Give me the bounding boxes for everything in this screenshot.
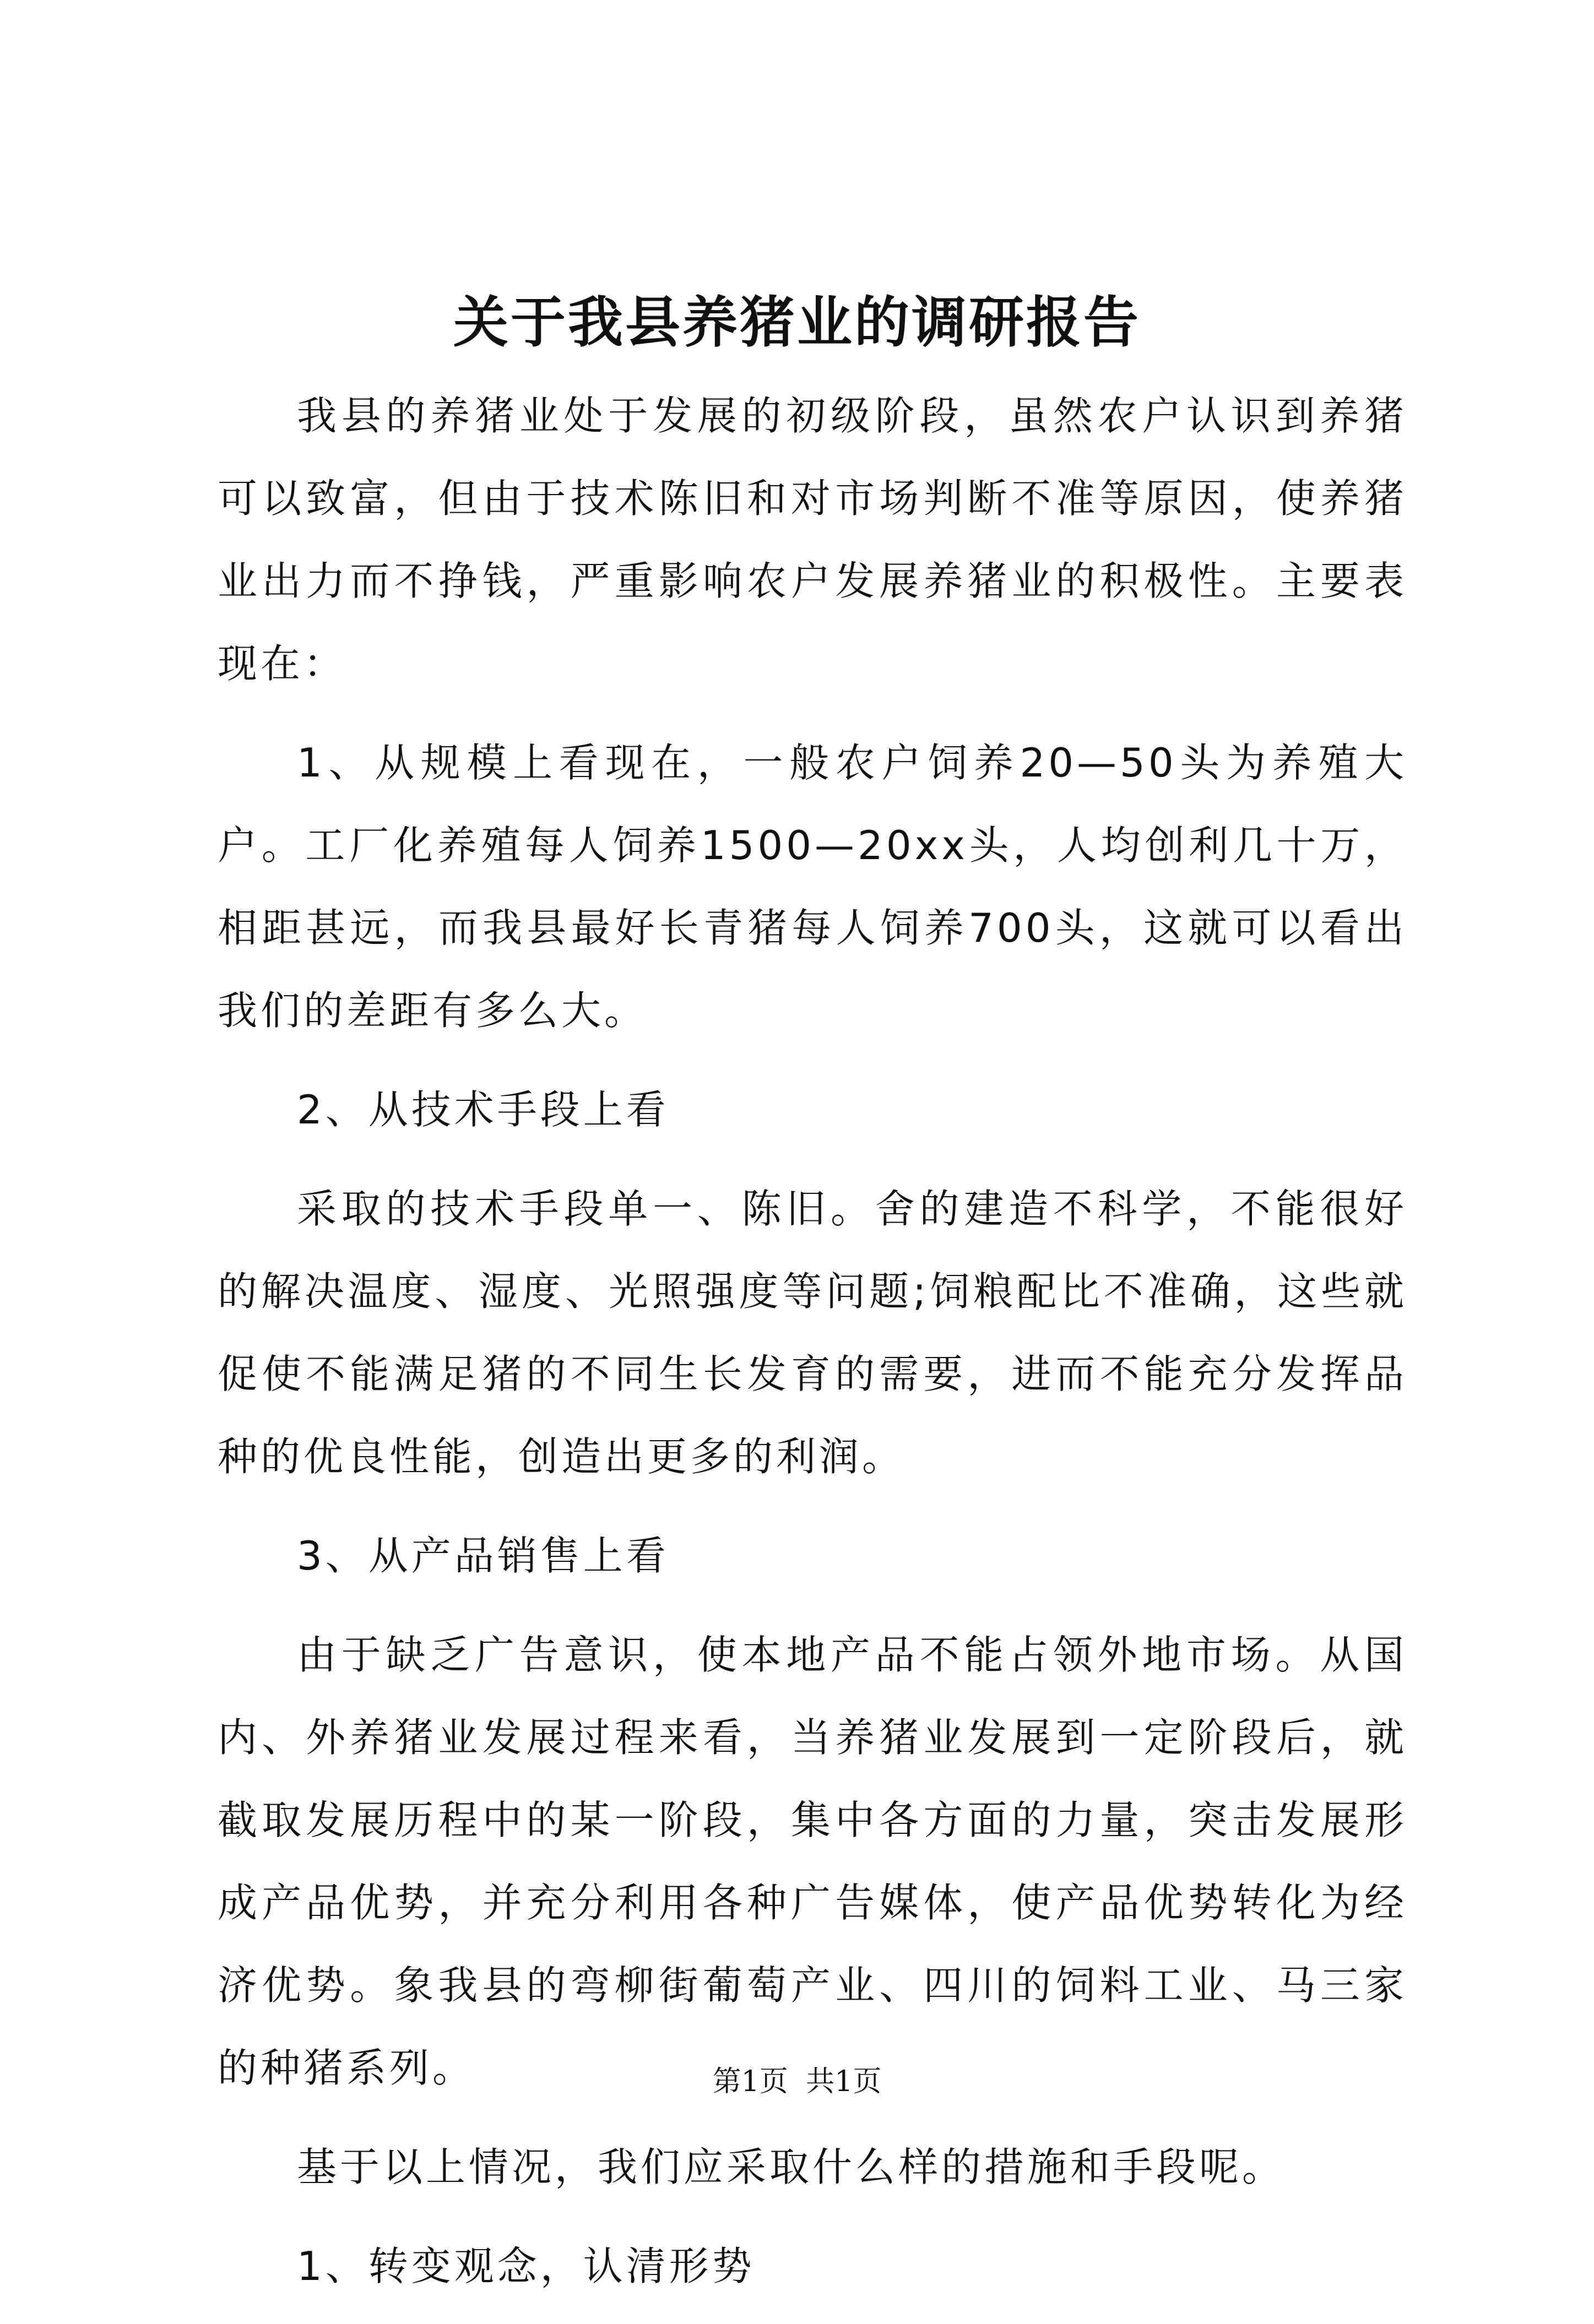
- document-body: [218, 374, 1407, 2324]
- heading-sales: 3、从产品销售上看: [297, 1533, 669, 1579]
- page-footer: [0, 2060, 1594, 2104]
- document-title: 关于我县养猪业的调研报告: [453, 290, 1141, 355]
- paragraph-intro: 我县的养猪业处于发展的初级阶段，虽然农户认识到养猪可以致富，但由于技术陈旧和对市场判断不准等原因，使养猪业出力而不挣钱，严重影响农户发展养猪业的积极性。主要表现在：: [218, 393, 1407, 687]
- paragraph-scale: 1、从规模上看现在，一般农户饲养20—50头为养殖大户。工厂化养殖每人饲养1500—20xx头，人均创利几十万，相距甚远，而我县最好长青猪每人饲养700头，这就可以看出我们的差距有多么大。: [218, 740, 1407, 1034]
- paragraph-technique: 采取的技术手段单一、陈旧。舍的建造不科学，不能很好的解决温度、湿度、光照强度等问题;饲粮配比不准确，这些就促使不能满足猪的不同生长发育的需要，进而不能充分发挥品种的优良性能，创造出更多的利润。: [218, 1186, 1407, 1480]
- heading-technique: 2、从技术手段上看: [297, 1087, 669, 1133]
- page-number: 第1页: [712, 2065, 788, 2098]
- paragraph-measures: 基于以上情况，我们应采取什么样的措施和手段呢。: [297, 2144, 1286, 2190]
- page-total: 共1页: [806, 2065, 882, 2098]
- paragraph-sales: 由于缺乏广告意识，使本地产品不能占领外地市场。从国内、外养猪业发展过程来看，当养猪业发展到一定阶段后，就截取发展历程中的某一阶段，集中各方面的力量，突击发展形成产品优势，并充分利用各种广告媒体，使产品优势转化为经济优势。象我县的弯柳街葡萄产业、四川的饲料工业、马三家的种猪系列。: [218, 1632, 1407, 2091]
- heading-change-concept: 1、转变观念，认清形势: [297, 2243, 755, 2289]
